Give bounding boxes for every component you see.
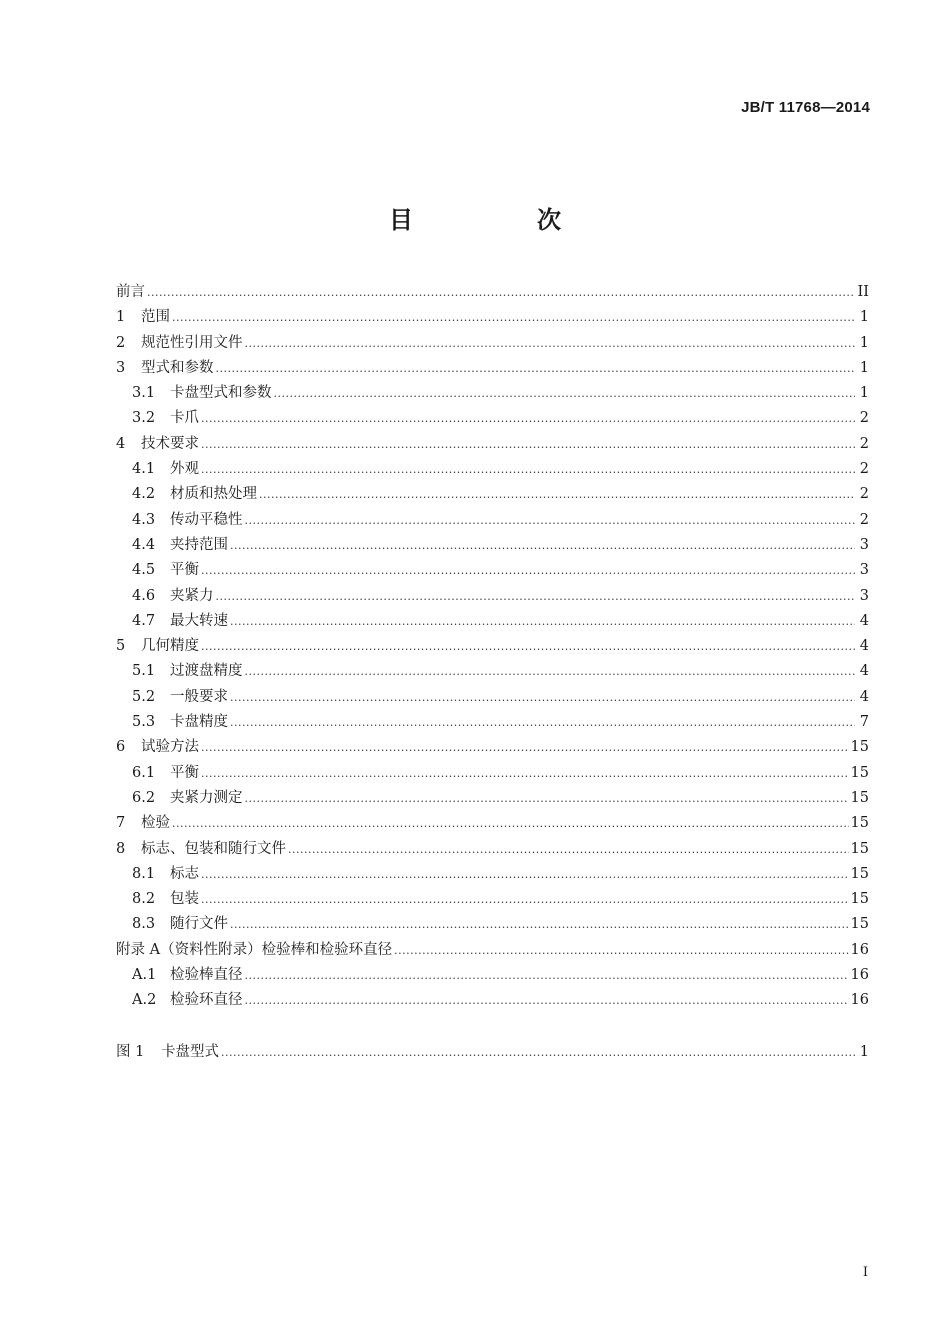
toc-entry-number: 2 <box>116 334 126 351</box>
dot-leader <box>221 1046 855 1059</box>
toc-entry-page: 1 <box>859 1043 869 1060</box>
toc-entry-label: 传动平稳性 <box>170 511 243 528</box>
dot-leader <box>245 969 849 982</box>
toc-entry-page: 15 <box>850 891 869 908</box>
dot-leader <box>172 311 855 324</box>
dot-leader <box>201 438 855 451</box>
figure-list <box>116 1040 869 1065</box>
dot-leader <box>394 944 848 957</box>
toc-entry-label: 标志、包装和随行文件 <box>141 840 286 857</box>
toc-entry-label: 卡盘型式和参数 <box>170 385 272 402</box>
dot-leader <box>245 994 849 1007</box>
toc-entry-label: 检验环直径 <box>170 992 243 1009</box>
toc-entry[interactable] <box>116 508 869 533</box>
toc-entry-page: 1 <box>859 359 869 376</box>
toc-entry[interactable] <box>116 331 869 356</box>
toc-entry-page: II <box>857 284 869 300</box>
toc-entry-number: 4.1 <box>132 461 156 478</box>
toc-entry-page: 2 <box>859 410 869 427</box>
toc-entry-number: 5 <box>116 638 126 655</box>
toc-entry-number: 4 <box>116 435 126 452</box>
toc-entry[interactable] <box>116 659 869 684</box>
dot-leader <box>230 691 855 704</box>
toc-entry-number: 6.1 <box>132 764 156 781</box>
toc-entry-label: 过渡盘精度 <box>170 663 243 680</box>
toc-entry[interactable] <box>116 710 869 735</box>
toc-entry-page: 15 <box>850 789 869 806</box>
toc-entry[interactable] <box>116 912 869 937</box>
dot-leader <box>201 564 855 577</box>
dot-leader <box>201 463 855 476</box>
toc-entry-number: 图 1 <box>116 1043 145 1060</box>
toc-entry-label: 检验 <box>141 815 170 832</box>
toc-entry-number: 8.3 <box>132 916 156 933</box>
toc-entry-label: 夹紧力测定 <box>170 789 243 806</box>
toc-entry-page: 1 <box>859 309 869 326</box>
page-number: I <box>862 1265 868 1280</box>
toc-entry-number: 6.2 <box>132 789 156 806</box>
toc-entry[interactable] <box>116 685 869 710</box>
toc-entries <box>116 280 869 1014</box>
standard-code: JB/T 11768—2014 <box>741 99 870 116</box>
toc-entry[interactable] <box>116 584 869 609</box>
toc-entry-number: 4.7 <box>132 612 156 629</box>
toc-entry-page: 3 <box>859 587 869 604</box>
toc-entry-label: 夹持范围 <box>170 536 228 553</box>
toc-entry[interactable] <box>116 963 869 988</box>
dot-leader <box>201 767 849 780</box>
dot-leader <box>245 792 849 805</box>
toc-title: 目 次 <box>389 206 611 234</box>
dot-leader <box>201 868 849 881</box>
toc-entry[interactable] <box>116 837 869 862</box>
section-gap <box>116 1014 869 1040</box>
toc-entry-label: 平衡 <box>170 562 199 579</box>
toc-entry[interactable] <box>116 609 869 634</box>
dot-leader <box>259 488 855 501</box>
toc-entry-page: 15 <box>850 739 869 756</box>
toc-entry-label: 一般要求 <box>170 688 228 705</box>
dot-leader <box>288 843 849 856</box>
toc-entry-number: 3 <box>116 359 126 376</box>
toc-entry-number: 6 <box>116 739 126 756</box>
toc-entry[interactable] <box>116 356 869 381</box>
dot-leader <box>201 640 855 653</box>
toc-entry-number: 4.4 <box>132 536 156 553</box>
toc-entry-number: 1 <box>116 309 126 326</box>
toc-entry-label: 最大转速 <box>170 612 228 629</box>
toc-entry-number: 4.6 <box>132 587 156 604</box>
figure-entry[interactable] <box>116 1040 869 1065</box>
toc-entry-page: 15 <box>850 764 869 781</box>
toc-entry-number: A.1 <box>132 967 157 984</box>
toc-entry-page: 15 <box>850 815 869 832</box>
toc-entry-number: 3.2 <box>132 410 156 427</box>
toc-entry-label: 技术要求 <box>141 435 199 452</box>
toc-entry-label: 材质和热处理 <box>170 486 257 503</box>
toc-entry-page: 2 <box>859 511 869 528</box>
dot-leader <box>216 590 856 603</box>
toc-entry-label: 卡盘精度 <box>170 714 228 731</box>
toc-entry[interactable] <box>116 482 869 507</box>
toc-entry-number: 8.2 <box>132 891 156 908</box>
toc-entry-page: 2 <box>859 435 869 452</box>
toc-entry[interactable] <box>116 862 869 887</box>
toc-entry-page: 4 <box>859 688 869 705</box>
toc-entry-page: 2 <box>859 486 869 503</box>
toc-entry-page: 16 <box>850 992 869 1009</box>
toc-entry-page: 15 <box>850 840 869 857</box>
toc-entry-label: 规范性引用文件 <box>141 334 243 351</box>
toc-entry-label: 试验方法 <box>141 739 199 756</box>
toc-entry[interactable] <box>116 988 869 1013</box>
toc-entry[interactable] <box>116 634 869 659</box>
toc-entry-number: 5.2 <box>132 688 156 705</box>
toc-entry-page: 16 <box>850 967 869 984</box>
toc-entry-page: 2 <box>859 461 869 478</box>
toc-entry-page: 1 <box>859 334 869 351</box>
toc-entry-page: 15 <box>850 916 869 933</box>
dot-leader <box>245 337 856 350</box>
toc-entry-label: 外观 <box>170 461 199 478</box>
toc-entry[interactable] <box>116 305 869 330</box>
toc-entry-number: 5.1 <box>132 663 156 680</box>
toc-entry-number: 8.1 <box>132 865 156 882</box>
dot-leader <box>230 716 855 729</box>
toc-entry-label: 范围 <box>141 309 170 326</box>
dot-leader <box>172 817 849 830</box>
toc-entry-number: 8 <box>116 840 126 857</box>
toc-entry-number: A.2 <box>132 992 157 1009</box>
toc-entry-page: 4 <box>859 612 869 629</box>
dot-leader <box>230 539 855 552</box>
toc-entry-page: 3 <box>859 536 869 553</box>
toc-entry-number: 7 <box>116 815 126 832</box>
dot-leader <box>201 741 849 754</box>
toc-entry-page: 4 <box>859 638 869 655</box>
toc-entry-label: 卡爪 <box>170 410 199 427</box>
dot-leader <box>230 918 849 931</box>
toc-entry-label: 平衡 <box>170 764 199 781</box>
dot-leader <box>230 615 855 628</box>
toc-entry-number: 4.3 <box>132 511 156 528</box>
toc-entry[interactable] <box>116 735 869 760</box>
toc-entry-page: 7 <box>859 714 869 731</box>
toc-entry-number: 3.1 <box>132 385 156 402</box>
toc-entry-label: 包装 <box>170 891 199 908</box>
toc-entry[interactable] <box>116 558 869 583</box>
toc-entry[interactable] <box>116 406 869 431</box>
toc-entry-label: 卡盘型式 <box>161 1043 219 1060</box>
dot-leader <box>216 362 856 375</box>
toc-entry-page: 4 <box>859 663 869 680</box>
toc-entry-number: 4.2 <box>132 486 156 503</box>
toc-entry-label: 前言 <box>116 284 145 300</box>
toc-entry-page: 1 <box>859 385 869 402</box>
dot-leader <box>245 514 856 527</box>
toc-entry-label: 型式和参数 <box>141 359 214 376</box>
dot-leader <box>147 286 855 299</box>
toc-entry-label: 检验棒直径 <box>170 967 243 984</box>
toc-entry[interactable] <box>116 938 869 963</box>
toc-entry-label: 标志 <box>170 865 199 882</box>
toc-entry[interactable] <box>116 280 869 305</box>
toc-entry-label: 附录 A（资料性附录）检验棒和检验环直径 <box>116 941 393 958</box>
toc-entry-label: 夹紧力 <box>170 587 214 604</box>
table-of-contents <box>116 280 869 1065</box>
toc-entry-page: 15 <box>850 865 869 882</box>
toc-entry[interactable] <box>116 786 869 811</box>
toc-entry[interactable] <box>116 381 869 406</box>
dot-leader <box>201 412 855 425</box>
toc-entry-page: 3 <box>859 562 869 579</box>
toc-entry-number: 5.3 <box>132 714 156 731</box>
toc-entry[interactable] <box>116 761 869 786</box>
toc-entry[interactable] <box>116 811 869 836</box>
toc-entry[interactable] <box>116 887 869 912</box>
toc-entry[interactable] <box>116 432 869 457</box>
toc-entry-label: 几何精度 <box>141 638 199 655</box>
dot-leader <box>245 665 856 678</box>
dot-leader <box>274 387 856 400</box>
toc-entry[interactable] <box>116 457 869 482</box>
dot-leader <box>201 893 849 906</box>
toc-entry[interactable] <box>116 533 869 558</box>
toc-entry-number: 4.5 <box>132 562 156 579</box>
toc-entry-label: 随行文件 <box>170 916 228 933</box>
toc-entry-page: 16 <box>850 941 869 958</box>
